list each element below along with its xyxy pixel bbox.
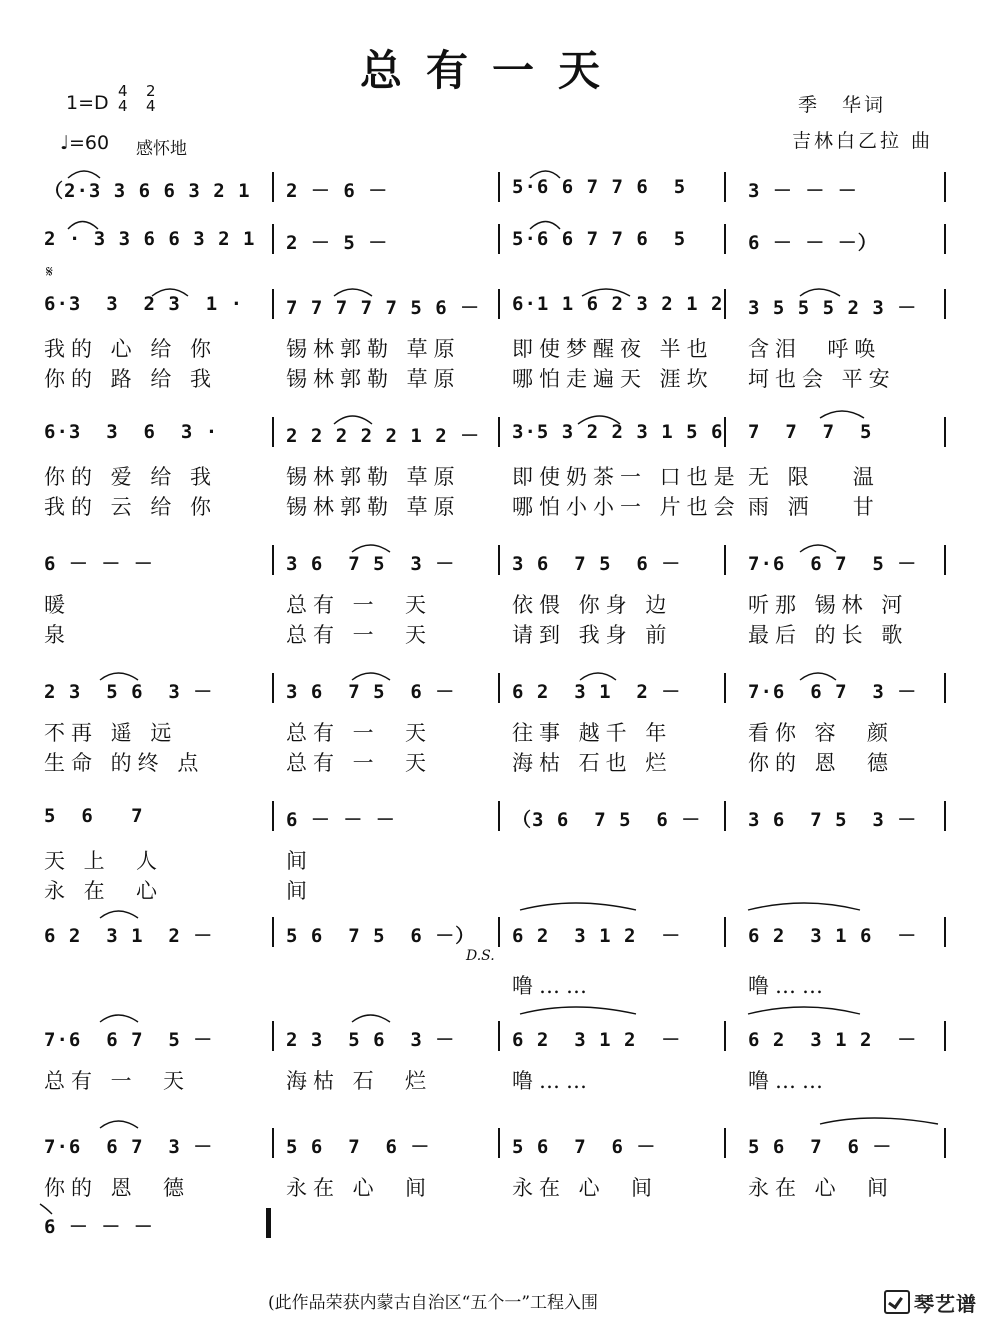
segno-sign: 𝄋 (46, 262, 53, 281)
measure-notes: 5 6 7 5 6 －） (286, 925, 476, 947)
lyric-line: 海枯 石 烂 (286, 1069, 433, 1093)
measure-notes: 2 2 2 2 2 1 2 － (286, 425, 481, 447)
measure-notes: 6 － － － (286, 809, 396, 831)
measure-notes: 6·1 1 6 2 3 2 1 2 (512, 293, 724, 315)
lyric-line: 锡林郭勒 草原 (286, 337, 461, 361)
lyric-line: 即使奶茶一 口也是 (512, 465, 741, 489)
lyric-line: 噜…… (512, 1069, 593, 1093)
measure-notes: 6 2 3 1 2 － (512, 925, 682, 947)
time-signature-1: 4 4 (118, 82, 128, 115)
measure-notes: 5 6 7 (44, 805, 144, 827)
slur (520, 1007, 636, 1014)
lyric-line: 依偎 你身 边 (512, 593, 673, 617)
lyric-line: 看你 容 颜 (748, 721, 895, 745)
lyric-line: 哪怕走遍天 涯坎 (512, 367, 714, 391)
slur (100, 911, 138, 918)
ds-sign: D.S. (466, 948, 495, 964)
barline (724, 1021, 726, 1051)
watermark-logo (884, 1288, 977, 1317)
measure-notes: 5·6 6 7 7 6 5 (512, 228, 687, 250)
barline (724, 673, 726, 703)
barline (498, 545, 500, 575)
lyric-line: 含泪 呼唤 (748, 337, 882, 361)
barline (272, 289, 274, 319)
lyric-line: 你的 恩 德 (44, 1176, 191, 1200)
measure-notes: 7·6 6 7 3 － (748, 681, 918, 703)
measure-notes: 5 6 7 6 － (512, 1136, 657, 1158)
song-title: 总有一天 (359, 46, 624, 95)
measure-notes: 3·5 3 2 2 3 1 5 6 (512, 421, 724, 443)
measure-notes: 3 － － － (748, 180, 858, 202)
lyric-line: 永在 心 间 (286, 1176, 433, 1200)
barline (724, 172, 726, 202)
lyric-line: 请到 我身 前 (512, 623, 673, 647)
barline (272, 224, 274, 254)
lyric-line: 听那 锡林 河 (748, 593, 909, 617)
measure-notes: 5 6 7 6 － (748, 1136, 893, 1158)
barline (498, 917, 500, 947)
lyric-line: 永在 心 间 (748, 1176, 895, 1200)
lyric-line: 暖 (44, 593, 71, 617)
barline (724, 917, 726, 947)
barline (498, 172, 500, 202)
measure-notes: 2 － 6 － (286, 180, 389, 202)
lyric-line: 我的 心 给 你 (44, 337, 218, 361)
barline (944, 1128, 946, 1158)
lyric-line: 天 上 人 (44, 849, 164, 873)
measure-notes: 5 6 7 6 － (286, 1136, 431, 1158)
barline (498, 289, 500, 319)
measure-notes: 6 2 3 1 2 － (748, 1029, 918, 1051)
barline (724, 417, 726, 447)
lyric-line: 噜…… (748, 974, 829, 998)
barline (944, 172, 946, 202)
measure-notes: 6 2 3 1 2 － (512, 681, 682, 703)
lyric-line: 锡林郭勒 草原 (286, 465, 461, 489)
measure-notes: 7·6 6 7 5 － (44, 1029, 214, 1051)
barline (944, 289, 946, 319)
tempo-mark: ♩=60 (60, 132, 110, 154)
lyric-line: 海枯 石也 烂 (512, 751, 673, 775)
logo-text: 琴艺谱 (914, 1292, 977, 1316)
time-signature-2: 2 4 (146, 82, 156, 115)
measure-notes: 6 2 3 1 2 － (512, 1029, 682, 1051)
measure-notes: 6 － － －） (748, 232, 878, 254)
lyric-line: 泉 (44, 623, 71, 647)
measure-notes: 2 3 5 6 3 － (44, 681, 214, 703)
footer-note: (此作品荣获内蒙古自治区“五个一”工程入围 (268, 1293, 599, 1313)
barline (944, 801, 946, 831)
lyric-line: 间 (286, 849, 313, 873)
lyric-line: 噜…… (512, 974, 593, 998)
barline (272, 917, 274, 947)
barline (498, 1021, 500, 1051)
lyric-line: 你的 恩 德 (748, 751, 895, 775)
measure-notes: 7·6 6 7 5 － (748, 553, 918, 575)
measure-notes: 6·3 3 2 3 1 · (44, 293, 244, 315)
lyric-line: 无 限 温 (748, 465, 880, 489)
measure-notes: 6 2 3 1 6 － (748, 925, 918, 947)
barline (944, 673, 946, 703)
barline (944, 417, 946, 447)
measure-notes: 3 6 7 5 6 － (512, 553, 682, 575)
measure-notes: 3 6 7 5 3 － (748, 809, 918, 831)
barline (944, 917, 946, 947)
lyric-line: 往事 越千 年 (512, 721, 673, 745)
lyricist-credit: 季 华词 (798, 94, 887, 116)
lyric-line: 不再 遥 远 (44, 721, 178, 745)
barline (272, 673, 274, 703)
measure-notes: 7·6 6 7 3 － (44, 1136, 214, 1158)
barline (724, 1128, 726, 1158)
logo-icon (884, 1290, 910, 1314)
lyric-line: 哪怕小小一 片也会 (512, 495, 741, 519)
lyric-line: 最后 的长 歌 (748, 623, 909, 647)
barline (272, 1128, 274, 1158)
measure-notes: （3 6 7 5 6 － (512, 809, 702, 831)
lyric-line: 总有 一 天 (286, 751, 433, 775)
barline (272, 172, 274, 202)
barline (498, 224, 500, 254)
lyric-line: 你的 爱 给 我 (44, 465, 218, 489)
lyric-line: 锡林郭勒 草原 (286, 495, 461, 519)
slur (820, 411, 864, 418)
lyric-line: 总有 一 天 (44, 1069, 191, 1093)
measure-notes: 6 － － － (44, 553, 154, 575)
measure-notes: （2·3 3 6 6 3 2 1 (44, 180, 251, 202)
barline (498, 801, 500, 831)
barline (944, 545, 946, 575)
measure-notes: 6·3 3 6 3 · (44, 421, 219, 443)
measure-notes: 2 · 3 3 6 6 3 2 1 (44, 228, 256, 250)
lyric-line: 间 (286, 879, 313, 903)
slur (748, 1007, 860, 1014)
lyric-line: 即使梦醒夜 半也 (512, 337, 714, 361)
slur (352, 1015, 390, 1022)
measure-notes: 7 7 7 5 (748, 421, 873, 443)
measure-notes: 5·6 6 7 7 6 5 (512, 176, 687, 198)
lyric-line: 生命 的终 点 (44, 751, 205, 775)
measure-notes: 6 － － － (44, 1216, 154, 1238)
measure-notes: 3 6 7 5 6 － (286, 681, 456, 703)
measure-notes: 2 － 5 － (286, 232, 389, 254)
barline (724, 545, 726, 575)
barline (272, 545, 274, 575)
barline (498, 673, 500, 703)
key-signature: 1=D (66, 92, 109, 114)
lyric-line: 永 在 心 (44, 879, 164, 903)
barline (272, 417, 274, 447)
slur (100, 1121, 138, 1128)
barline (272, 1021, 274, 1051)
measure-notes: 3 5 5 5 2 3 － (748, 297, 918, 319)
measure-notes: 2 3 5 6 3 － (286, 1029, 456, 1051)
measure-notes: 7 7 7 7 7 5 6 － (286, 297, 481, 319)
slur (748, 903, 860, 910)
lyric-line: 你的 路 给 我 (44, 367, 218, 391)
expression-mark: 感怀地 (136, 139, 187, 159)
lyric-line: 我的 云 给 你 (44, 495, 218, 519)
lyric-line: 总有 一 天 (286, 721, 433, 745)
barline (498, 417, 500, 447)
lyric-line: 雨 洒 甘 (748, 495, 880, 519)
measure-notes: 3 6 7 5 3 － (286, 553, 456, 575)
barline (266, 1208, 271, 1238)
slur (820, 1118, 938, 1124)
lyric-line: 锡林郭勒 草原 (286, 367, 461, 391)
barline (944, 1021, 946, 1051)
lyric-line: 噜…… (748, 1069, 829, 1093)
slur (100, 1015, 138, 1022)
barline (272, 801, 274, 831)
lyric-line: 坷也会 平安 (748, 367, 896, 391)
slur (520, 903, 636, 910)
composer-credit: 吉林白乙拉 曲 (792, 130, 934, 152)
barline (498, 1128, 500, 1158)
lyric-line: 总有 一 天 (286, 623, 433, 647)
barline (944, 224, 946, 254)
lyric-line: 总有 一 天 (286, 593, 433, 617)
lyric-line: 永在 心 间 (512, 1176, 659, 1200)
barline (724, 224, 726, 254)
barline (724, 289, 726, 319)
barline (724, 801, 726, 831)
measure-notes: 6 2 3 1 2 － (44, 925, 214, 947)
